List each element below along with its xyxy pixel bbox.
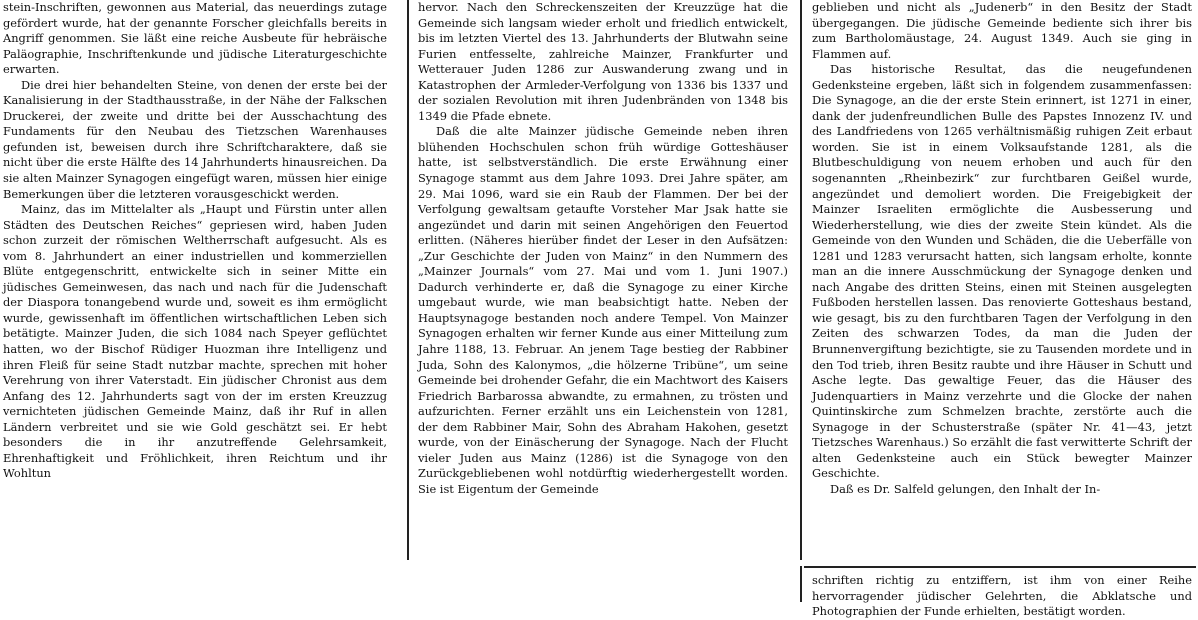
column-2-paragraph: Daß die alte Mainzer jüdische Gemeinde neben ihren blühenden Hochschulen schon früh würdige Gotteshäuser hatte, ist selbstverständlich. Die erste Erwähnung einer Synagoge stammt aus dem Jahre 1093. Drei Jahre später, am 29. Mai 1096, ward sie ein Raub der Flammen. Der bei der Verfolgung gewaltsam getaufte Vorsteher Mar Jsak hatte sie angezündet und darin mit seinen Angehörigen den Feuertod erlitten. (Näheres hierüber findet der Leser in den Aufsätzen: „Zur Geschichte der Juden von Mainz“ in den Nummern des „Mainzer Journals“ vom 27. Mai und vom 1. Juni 1907.) Dadurch verhinderte er, daß die Synagoge zu einer Kirche umgebaut wurde, wie man beabsichtigt hatte. Neben der Hauptsynagoge bestanden noch andere Tempel. Von Mainzer Synagogen erhalten wir ferner Kunde aus einer Mitteilung zum Jahre 1188, 13. Februar. An jenem Tage bestieg der Rabbiner Juda, Sohn des Kalonymos, „die hölzerne Tribüne“, um seine Gemeinde bei drohender Gefahr, die ein Machtwort des Kaisers Friedrich Barbarossa abwandte, zu ermahnen, zu trösten und aufzurichten. Ferner erzählt uns ein Leichenstein von 1281, der dem Rabbiner Mair, Sohn des Abraham Hakohen, gesetzt wurde, von der Einäscherung der Synagoge. Nach der Flucht vieler Juden aus Mainz (1286) ist die Synagoge von den Zurückgebliebenen wohl notdürftig wiederhergestellt worden. Sie ist Eigentum der Gemeinde (418, 124, 788, 496)
column-3-paragraph: Daß es Dr. Salfeld gelungen, den Inhalt der In- (830, 481, 1101, 496)
continuation-paragraph: schriften richtig zu entziffern, ist ihm von einer Reihe hervorragender jüdischer Gelehrten, die Abklatsche und Photographien der Funde erhielten, bestätigt worden. (812, 573, 1192, 619)
column-divider-1 (407, 0, 409, 560)
column-2-paragraph: hervor. Nach den Schreckenszeiten der Kreuzzüge hat die Gemeinde sich langsam wieder erholt und friedlich entwickelt, bis im letzten Viertel des 13. Jahrhunderts der Blutwahn seine Furien entfesselte, zahlreiche Mainzer, Frankfurter und Wetterauer Juden 1286 zur Auswanderung zwang und in Katastrophen der Armleder-Verfolgung von 1336 bis 1337 und der sozialen Revolution mit ihren Judenbränden von 1348 bis 1349 die Pfade ebnete. (418, 0, 788, 123)
column-1-paragraph: Mainz, das im Mittelalter als „Haupt und Fürstin unter allen Städten des Deutschen Reiches“ gepriesen wird, haben Juden schon zurzeit der römischen Weltherrschaft aufgesucht. Als es vom 8. Jahrhundert an einer industriellen und kommerziellen Blüte entgegenschritt, entwickelte sich in seiner Mitte ein jüdisches Gemeinwesen, das nach und nach für die Judenschaft der Diaspora tonangebend wurde und, soweit es ihm ermöglicht wurde, gewissenhaft im öffentlichen wirtschaftlichen Leben sich betätigte. Mainzer Juden, die sich 1084 nach Speyer geflüchtet hatten, wo der Bischof Rüdiger Huozman ihre Intelligenz und ihren Fleiß für seine Stadt nutzbar machte, sprechen mit hoher Verehrung von ihrer Vaterstadt. Ein jüdischer Chronist aus dem Anfang des 12. Jahrhunderts sagt von der im ersten Kreuzzug vernichteten jüdischen Gemeinde Mainz, daß ihr Ruf in allen Ländern verbreitet und sie wie Gold geschätzt sei. Er hebt besonders die in ihr anzutreffende Gelehrsamkeit, Ehrenhaftigkeit und Fröhlichkeit, ihren Reichtum und ihr Wohltun (3, 202, 387, 481)
column-3-paragraph: geblieben und nicht als „Judenerb“ in den Besitz der Stadt übergegangen. Die jüdische Gemeinde bediente sich ihrer bis zum Bartholomäustage, 24. August 1349. Auch sie ging in Flammen auf. (812, 0, 1192, 61)
column-1-paragraph: stein-Inschriften, gewonnen aus Material, das neuerdings zutage gefördert wurde, hat der genannte Forscher gleichfalls bereits in Angriff genommen. Sie läßt eine reiche Ausbeute für hebräische Paläographie, Inschriftenkunde und jüdische Literaturgeschichte erwarten. (3, 0, 387, 77)
text-column-1 (3, 0, 387, 560)
text-column-continuation (812, 573, 1192, 619)
column-1-paragraph: Die drei hier behandelten Steine, von denen der erste bei der Kanalisierung in der Stadthausstraße, in der Nähe der Falkschen Druckerei, der zweite und dritte bei der Ausschachtung des Fundaments für den Neubau des Tietzschen Warenhauses gefunden ist, beweisen durch ihre Schriftcharaktere, daß sie nicht über die erste Hälfte des 14 Jahrhunderts hinausreichen. Da sie alten Mainzer Synagogen eingefügt waren, müssen hier einige Bemerkungen über die letzteren vorausgeschickt werden. (3, 77, 387, 201)
column-3-paragraph: Das historische Resultat, das die neugefundenen Gedenksteine ergeben, läßt sich in folgendem zusammenfassen: Die Synagoge, an die der erste Stein erinnert, ist 1271 in einer, dank der judenfreundlichen Bulle des Papstes Innozenz IV. und des Landfriedens von 1265 verhältnismäßig ruhigen Zeit erbaut worden. Sie ist in einem Volksaufstande 1281, als die Blutbeschuldigung von neuem erhoben und auch für den sogenannten „Rheinbezirk“ zur furchtbaren Geißel wurde, angezündet und demoliert worden. Die Freigebigkeit der Mainzer Israeliten ermöglichte die Ausbesserung und Wiederherstellung, wie dies der zweite Stein kündet. Als die Gemeinde von den Wunden und Schäden, die die Ueberfälle von 1281 und 1283 verursacht hatten, sich langsam erholte, konnte man an die innere Ausschmückung der Synagoge denken und nach Angabe des dritten Steins, einen mit Steinen ausgelegten Fußboden herstellen lassen. Das renovierte Gotteshaus bestand, wie gesagt, bis zu den furchtbaren Tagen der Verfolgung in den Zeiten des schwarzen Todes, da man die Juden der Brunnenvergiftung bezichtigte, sie zu Tausenden mordete und in den Tod trieb, ihren Besitz raubte und ihre Häuser in Schutt und Asche legte. Das gewaltige Feuer, das die Häuser des Judenquartiers in Mainz verzehrte und die Glocke der nahen Quintinskirche zum Schmelzen brachte, zerstörte auch die Synagoge in der Schusterstraße (später Nr. 41—43, jetzt Tietzsches Warenhaus.) So erzählt die fast verwitterte Schrift der alten Gedenksteine auch ein Stück bewegter Mainzer Geschichte. (812, 62, 1192, 481)
column-divider-2 (800, 0, 802, 560)
continuation-divider (800, 566, 802, 602)
text-column-2 (418, 0, 788, 560)
continuation-rule (804, 566, 1196, 568)
text-column-3 (812, 0, 1192, 560)
